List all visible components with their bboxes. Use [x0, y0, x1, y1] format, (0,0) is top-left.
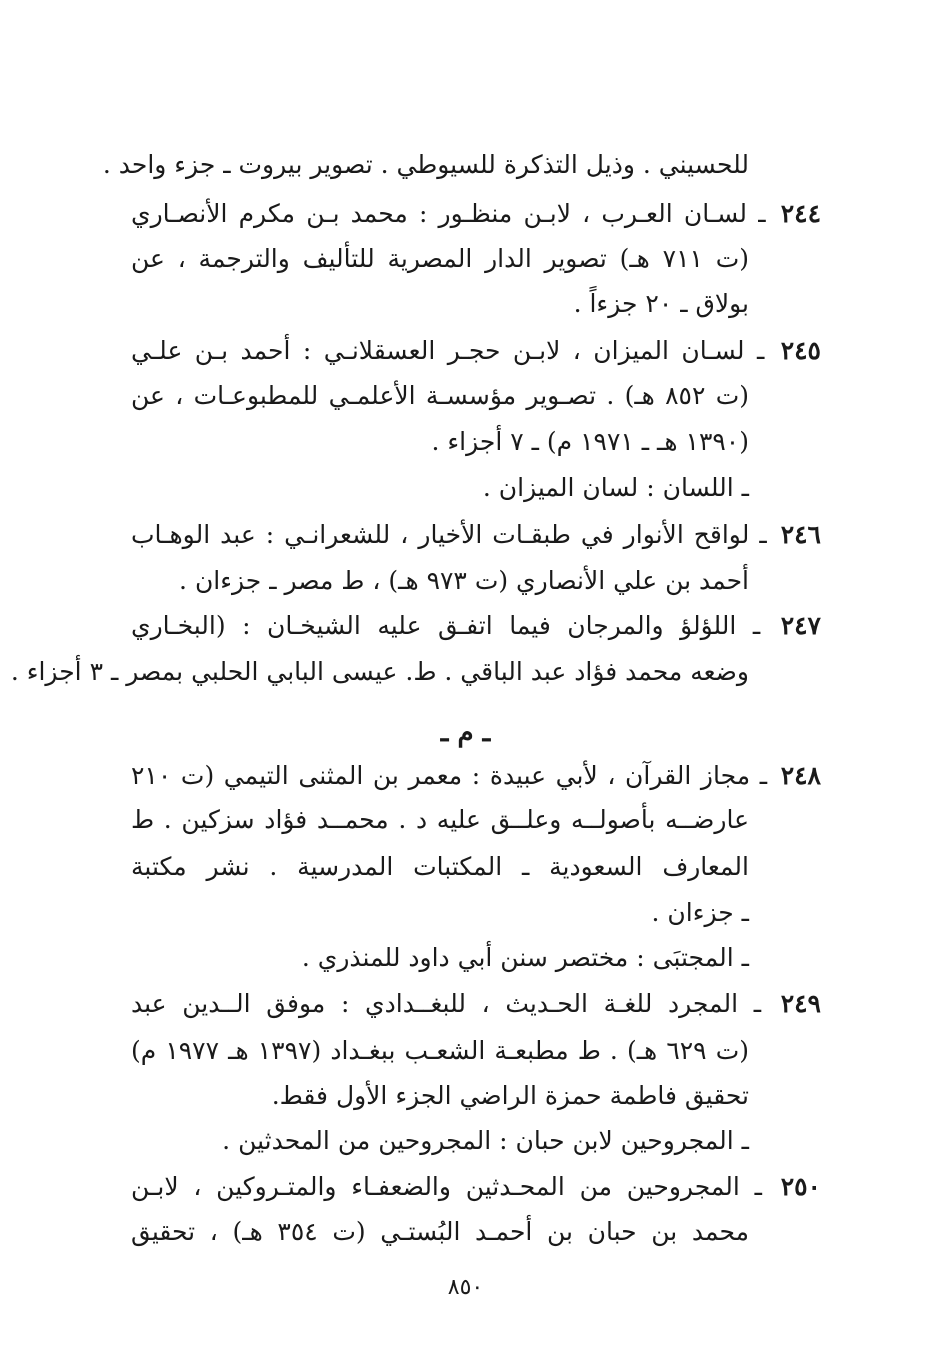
entry-number: ٢٤٧ — [780, 611, 821, 640]
text-line: (ت ٧١١ هـ) تصوير الدار المصرية للتأليف والترجمة ، عن — [131, 244, 749, 273]
entry-250: ٢٥٠ ـ المجروحين من المحـدثين والضعفـاء والمتـروكين ، لابـن — [131, 1167, 821, 1207]
text-line: تحقيق فاطمة حمزة الراضي الجزء الأول فقط. — [271, 1081, 749, 1110]
text-line: عارضــه بأصولــه وعلــق عليه د . محمــد فؤاد سزكين . ط — [131, 805, 749, 834]
entry-249: ٢٤٩ ـ المجرد للغـة الحـديث ، للبغــدادي : موفق الــدين عبد — [131, 984, 821, 1024]
text-line: ـ جزءان . — [651, 898, 749, 927]
entry-244: ٢٤٤ ـ لسـان العـرب ، لابـن منظـور : محمد بـن مكرم الأنصـاري — [131, 194, 821, 234]
text-line: بولاق ـ ٢٠ جزءاً . — [573, 289, 749, 318]
entry-number: ٢٤٤ — [780, 199, 821, 228]
text-line: (ت ٨٥٢ هـ) . تصـوير مؤسسـة الأعلمـي للمطبوعـات ، عن — [131, 381, 749, 410]
cross-reference: ـ المجتبَى : مختصر سنن أبي داود للمنذري . — [301, 943, 749, 972]
text-line: (١٣٩٠ هـ ـ ١٩٧١ م) ـ ٧ أجزاء . — [431, 427, 749, 456]
text-line: وضعه محمد فؤاد عبد الباقي . ط. عيسى البابي الحلبي بمصر ـ ٣ أجزاء . — [10, 657, 749, 686]
text-line: للحسيني . وذيل التذكرة للسيوطي . تصوير بيروت ـ جزء واحد . — [102, 150, 749, 179]
text-line: محمد بن حبان بن أحمـد البُستـي (ت ٣٥٤ هـ) ، تحقيق — [131, 1217, 749, 1246]
cross-reference: ـ المجروحين لابن حبان : المجروحين من المحدثين . — [222, 1126, 749, 1155]
page-number: ٨٥٠ — [447, 1275, 484, 1300]
entry-number: ٢٤٨ — [780, 761, 821, 790]
entry-number: ٢٤٩ — [780, 989, 821, 1018]
entry-number: ٢٤٥ — [780, 336, 821, 365]
text-line: أحمد بن علي الأنصاري (ت ٩٧٣ هـ) ، ط مصر ـ جزءان . — [179, 566, 749, 595]
entry-245: ٢٤٥ ـ لسـان الميزان ، لابـن حجـر العسقلانـي : أحمد بـن علـي — [131, 331, 821, 371]
section-heading: ـ م ـ — [440, 718, 491, 748]
entry-number: ٢٥٠ — [780, 1172, 821, 1201]
entry-248: ٢٤٨ ـ مجاز القرآن ، لأبي عبيدة : معمر بن المثنى التيمي (ت ٢١٠ — [131, 756, 821, 796]
text-line: (ت ٦٢٩ هـ) . ط مطبعـة الشعـب ببغـداد (١٣٩٧ هـ ١٩٧٧ م) — [131, 1036, 749, 1065]
entry-247: ٢٤٧ ـ اللؤلؤ والمرجان فيما اتفـق عليه الشيخـان : (البخـاري — [131, 606, 821, 646]
cross-reference: ـ اللسان : لسان الميزان . — [482, 473, 749, 502]
entry-246: ٢٤٦ ـ لواقح الأنوار في طبقـات الأخيار ، للشعرانـي : عبد الوهـاب — [131, 515, 821, 555]
entry-number: ٢٤٦ — [780, 520, 821, 549]
text-line: المعارف السعودية ـ المكتبات المدرسية . نشر مكتبة — [131, 852, 749, 881]
